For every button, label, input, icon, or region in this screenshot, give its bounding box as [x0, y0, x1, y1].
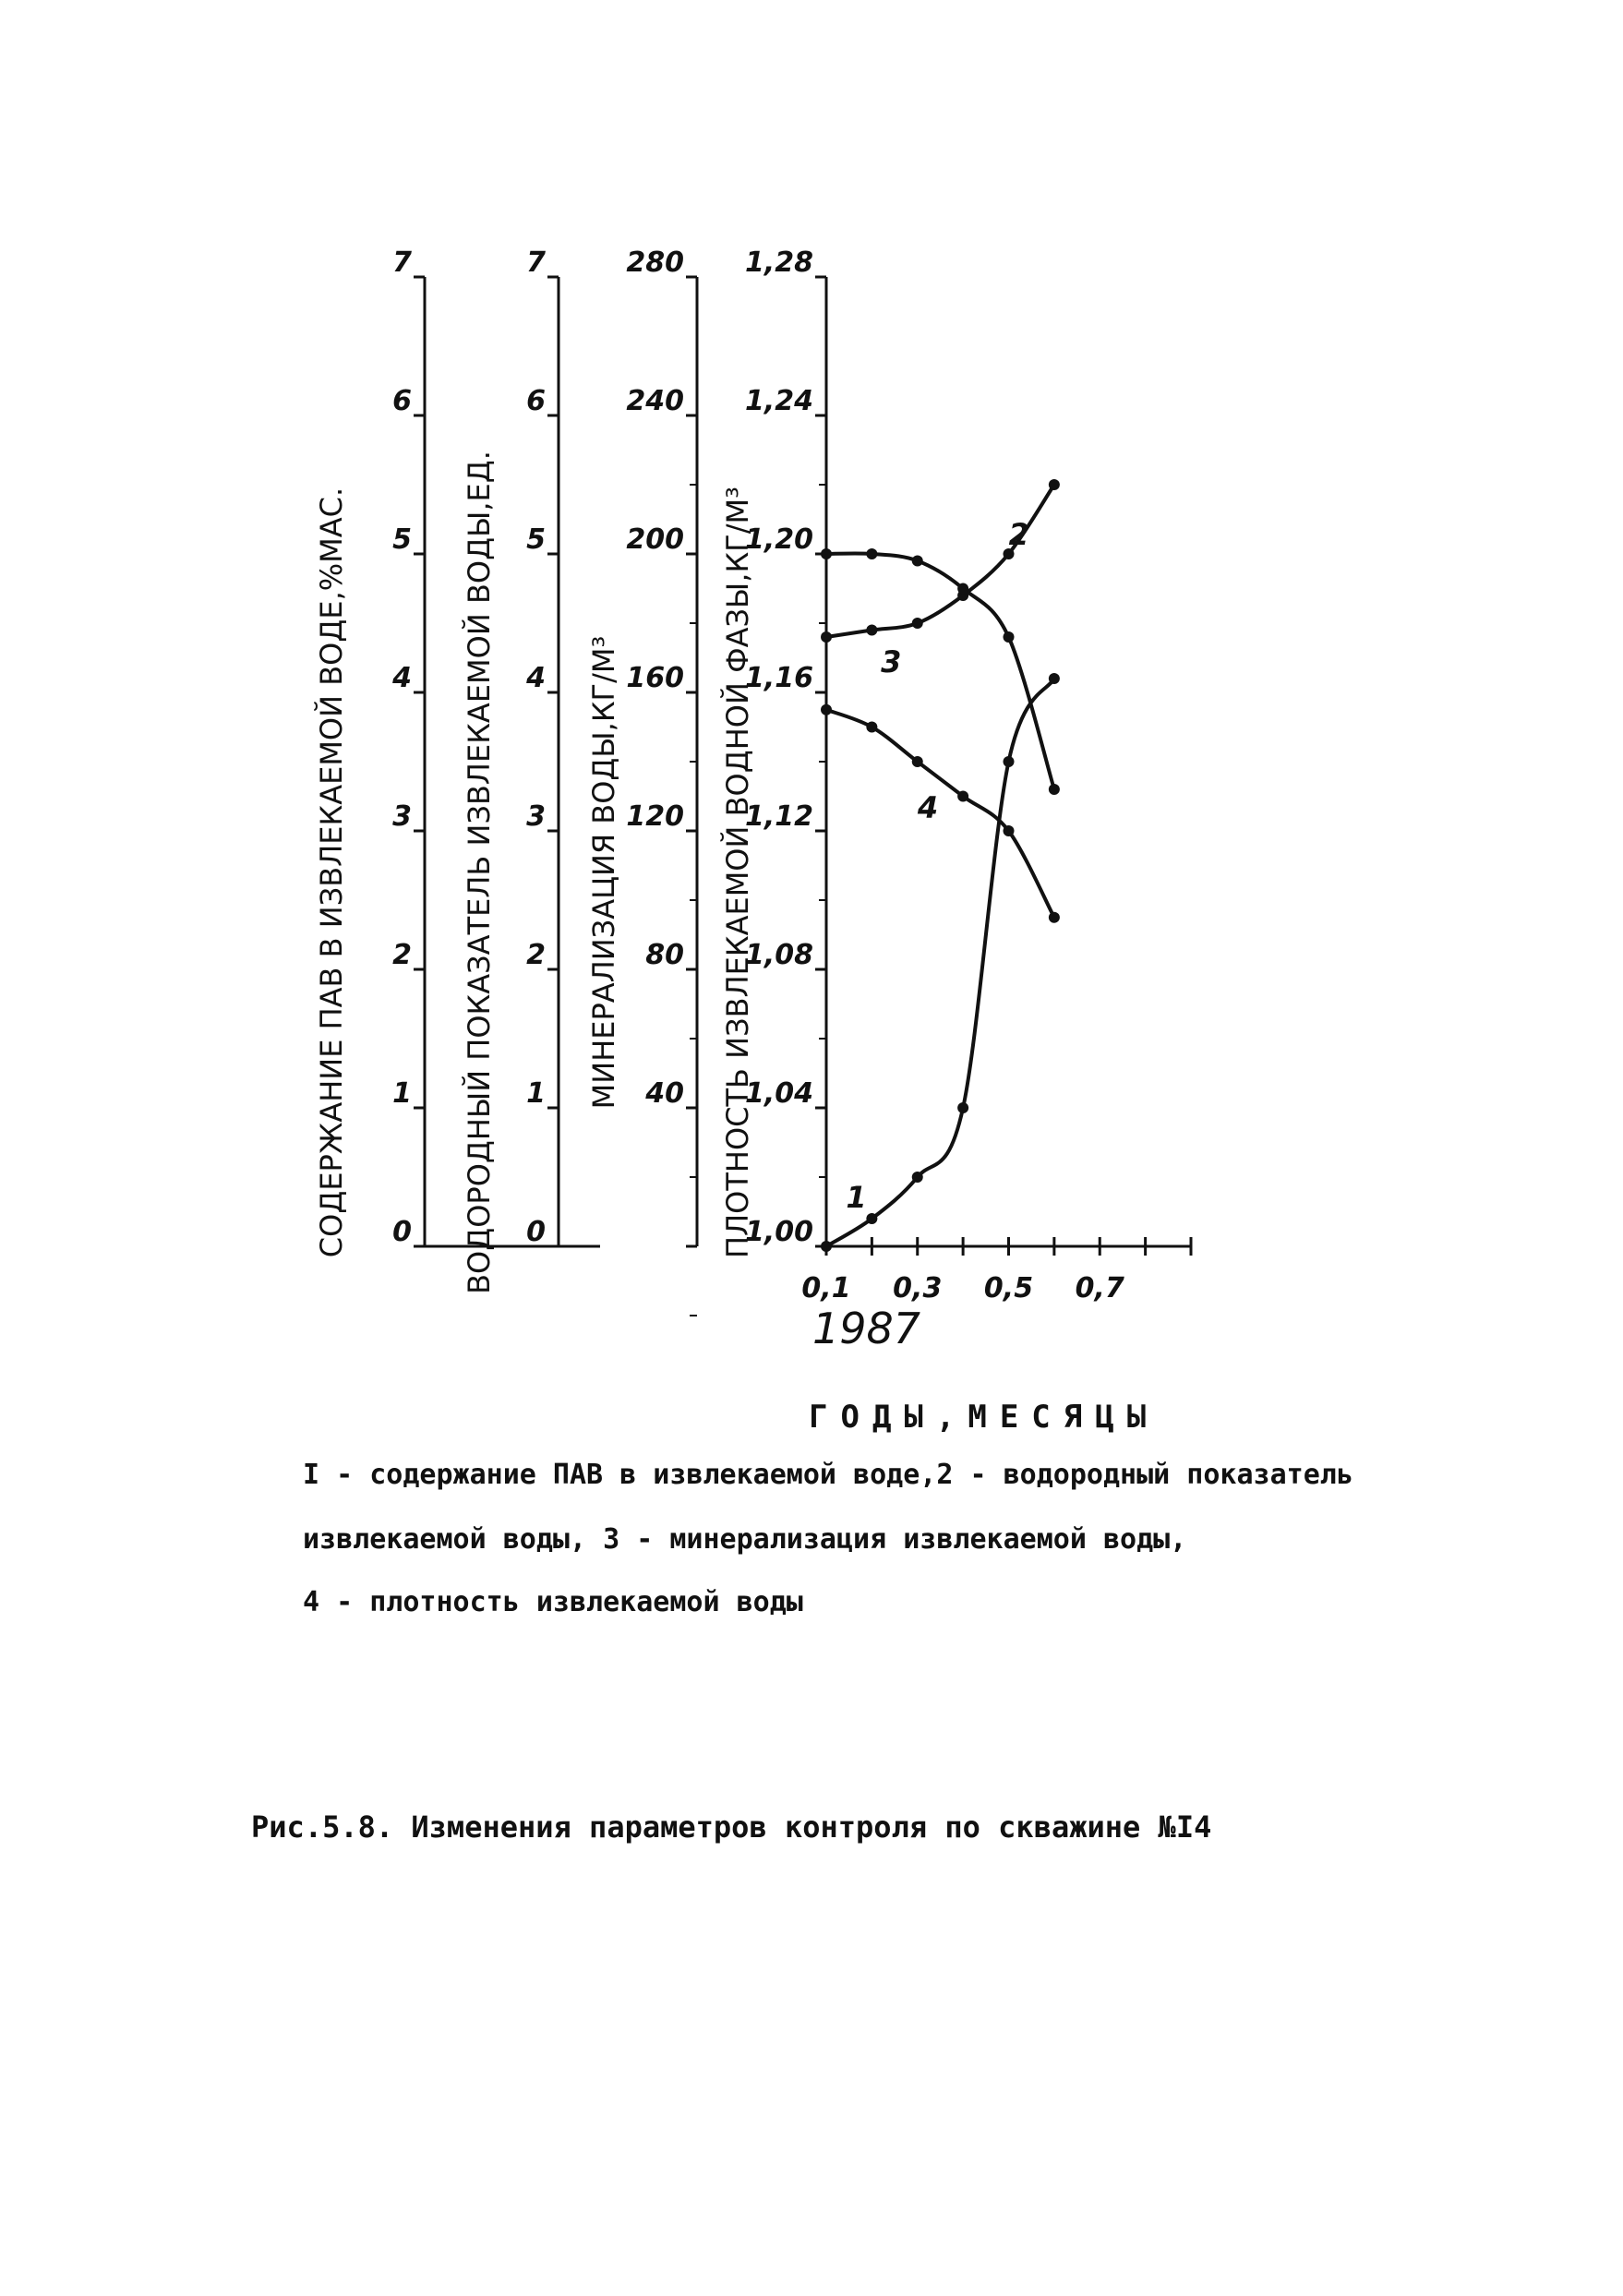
- series-2-line: [826, 485, 1054, 637]
- y-tick-label: 5: [392, 523, 412, 556]
- series-1-point: [957, 1102, 968, 1113]
- year-label: 1987: [812, 1304, 921, 1353]
- legend-line-2: извлекаемой воды, 3 - минерализация извлекаемой воды,: [303, 1523, 1187, 1556]
- y-tick-label: 7: [392, 246, 412, 279]
- y-tick-label: 1,08: [744, 939, 813, 971]
- y-tick-label: 2: [526, 939, 546, 971]
- series-4-point: [912, 756, 923, 767]
- x-axis-title: ГОДЫ,МЕСЯЦЫ: [809, 1399, 1160, 1436]
- y-tick-label: 1,28: [744, 246, 813, 279]
- series-2-point: [866, 625, 877, 636]
- y-tick-label: 6: [392, 385, 412, 417]
- x-tick-label: 0,5: [983, 1272, 1034, 1304]
- series-1-point: [1004, 756, 1015, 767]
- series-4-point: [1049, 912, 1060, 923]
- series-2-point: [912, 618, 923, 629]
- y-tick-label: 160: [626, 662, 684, 694]
- series-2-label: 2: [1008, 517, 1029, 552]
- y-tick-label: 2: [392, 939, 412, 971]
- y-tick-label: 1,04: [744, 1077, 813, 1110]
- y-tick-label: 0: [392, 1216, 412, 1248]
- y-tick-label: 4: [526, 662, 546, 694]
- y-tick-label: 200: [626, 523, 684, 556]
- series-3-point: [866, 548, 877, 559]
- y-tick-label: 80: [645, 939, 684, 971]
- series-4-point: [957, 791, 968, 802]
- y-axes: [314, 246, 826, 1316]
- series-2-point: [821, 631, 832, 643]
- y-tick-label: 4: [392, 662, 412, 694]
- series-1-point: [912, 1172, 923, 1183]
- series-4-point: [821, 704, 832, 715]
- series-1-line: [826, 679, 1054, 1246]
- y-tick-label: 280: [626, 246, 684, 279]
- series-3-line: [826, 553, 1054, 789]
- series-3-point: [1004, 631, 1015, 643]
- series-3-point: [912, 556, 923, 567]
- legend-line-1: I - содержание ПАВ в извлекаемой воде,2 - водородный показатель: [303, 1459, 1353, 1491]
- series-3-point: [821, 548, 832, 559]
- y-tick-label: 40: [645, 1077, 684, 1110]
- y-tick-label: 0: [526, 1216, 546, 1248]
- y-tick-label: 1,20: [744, 523, 813, 556]
- y-axis-title-4: ПЛОТНОСТЬ ИЗВЛЕКАЕМОЙ ВОДНОЙ ФАЗЫ,КГ/М³: [720, 487, 755, 1258]
- y-tick-label: 1,24: [744, 385, 813, 417]
- series-4-point: [866, 722, 877, 733]
- y-tick-label: 1: [526, 1077, 546, 1110]
- y-tick-label: 120: [626, 800, 684, 833]
- y-tick-label: 3: [526, 800, 546, 833]
- series-4-line: [826, 710, 1054, 918]
- series-1-point: [1049, 673, 1060, 684]
- y-axis-title-3: МИНЕРАЛИЗАЦИЯ ВОДЫ,КГ/М³: [586, 635, 621, 1110]
- y-tick-label: 1,12: [744, 800, 813, 833]
- y-tick-label: 1: [392, 1077, 412, 1110]
- series-3-point: [957, 583, 968, 595]
- y-tick-label: 6: [526, 385, 546, 417]
- series-3-point: [1049, 784, 1060, 795]
- series: [821, 479, 1060, 1252]
- series-1-point: [866, 1213, 877, 1224]
- y-tick-label: 3: [392, 800, 412, 833]
- legend-line-3: 4 - плотность извлекаемой воды: [303, 1586, 803, 1618]
- y-tick-label: 240: [626, 385, 684, 417]
- x-tick-label: 0,1: [801, 1272, 851, 1304]
- series-1-label: 1: [846, 1180, 867, 1215]
- x-tick-label: 0,7: [1075, 1272, 1124, 1304]
- y-axis-title-2: ВОДОРОДНЫЙ ПОКАЗАТЕЛЬ ИЗВЛЕКАЕМОЙ ВОДЫ,ЕД.: [462, 451, 497, 1294]
- y-tick-label: 7: [526, 246, 546, 279]
- series-4-label: 4: [917, 790, 939, 825]
- y-tick-label: 1,16: [744, 662, 813, 694]
- y-tick-label: 5: [526, 523, 546, 556]
- x-axis: [801, 1237, 1191, 1304]
- series-3-label: 3: [881, 644, 902, 679]
- y-axis-title-1: СОДЕРЖАНИЕ ПАВ В ИЗВЛЕКАЕМОЙ ВОДЕ,%МАС.: [314, 487, 349, 1258]
- series-1-point: [821, 1241, 832, 1252]
- figure-caption: Рис.5.8. Изменения параметров контроля по скважине №I4: [251, 1809, 1212, 1845]
- series-2-point: [1049, 479, 1060, 490]
- x-tick-label: 0,3: [893, 1272, 943, 1304]
- y-tick-label: 1,00: [744, 1216, 813, 1248]
- series-4-point: [1004, 825, 1015, 836]
